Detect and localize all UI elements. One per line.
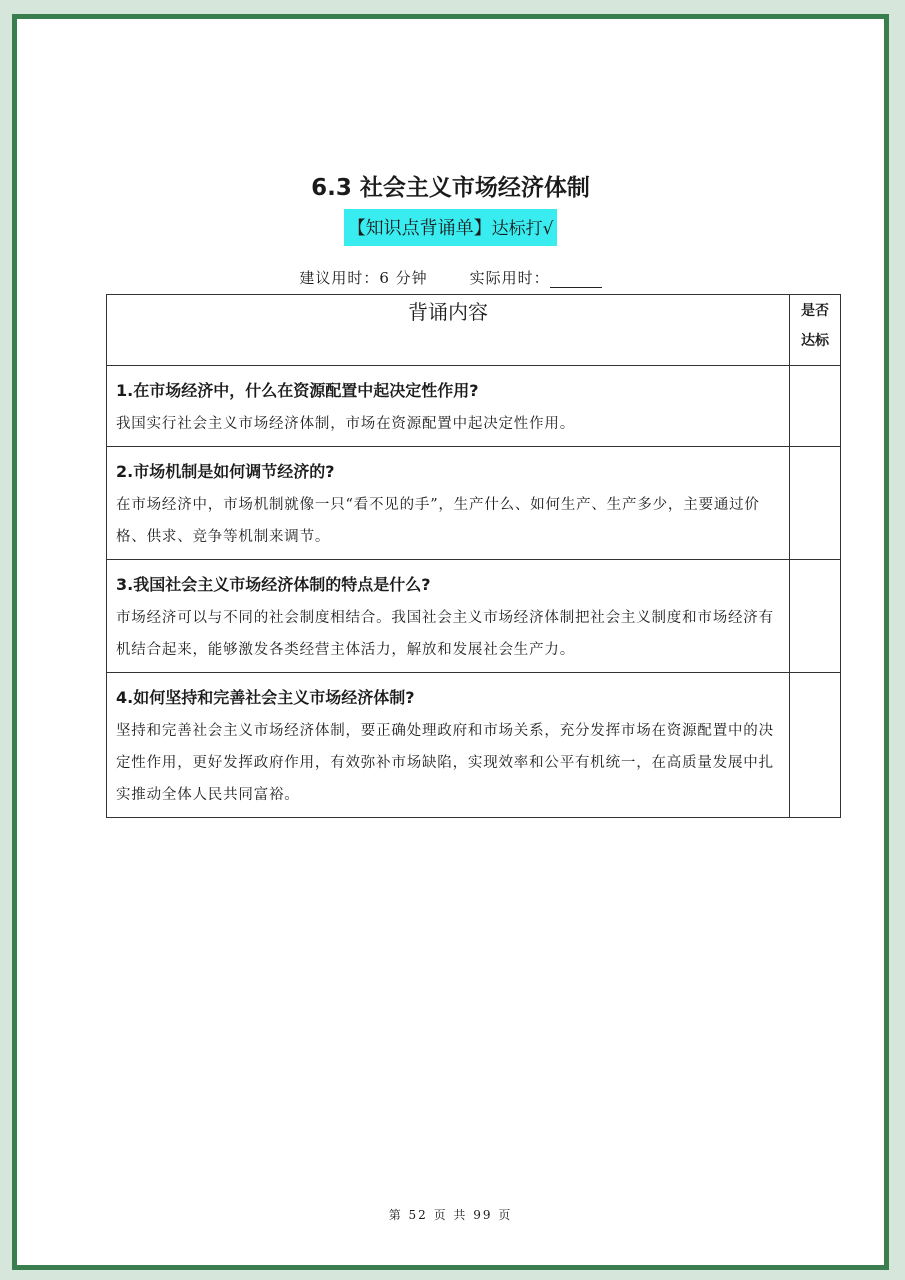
question-text: 1.在市场经济中，什么在资源配置中起决定性作用? [116, 381, 479, 400]
item-cell [107, 447, 790, 560]
page-footer: 第 52 页 共 99 页 [388, 1208, 513, 1222]
knowledge-banner [344, 209, 558, 246]
recitation-table [106, 294, 841, 818]
question-text: 2.市场机制是如何调节经济的? [116, 462, 335, 481]
check-cell[interactable] [790, 560, 841, 673]
header-check-line1: 是否 [801, 303, 829, 319]
table-row [107, 673, 841, 818]
timing-line [17, 267, 884, 288]
page-title: 6.3 社会主义市场经济体制 [311, 175, 590, 201]
header-check [790, 295, 841, 366]
banner-wrap [17, 209, 884, 246]
actual-time-label: 实际用时： [469, 269, 550, 287]
table-row [107, 560, 841, 673]
check-cell[interactable] [790, 366, 841, 447]
check-cell[interactable] [790, 673, 841, 818]
question-text: 4.如何坚持和完善社会主义市场经济体制? [116, 688, 415, 707]
answer-text: 坚持和完善社会主义市场经济体制，要正确处理政府和市场关系，充分发挥市场在资源配置中的决定性作用，更好发挥政府作用，有效弥补市场缺陷，实现效率和公平有机统一，在高质量发展中扎实推动全体人民共同富裕。 [116, 723, 774, 803]
table-row [107, 366, 841, 447]
answer-text: 我国实行社会主义市场经济体制，市场在资源配置中起决定性作用。 [116, 416, 575, 432]
actual-time-blank[interactable] [550, 271, 602, 288]
page-frame [12, 14, 889, 1270]
check-cell[interactable] [790, 447, 841, 560]
table-row [107, 447, 841, 560]
header-check-line2: 达标 [801, 333, 829, 349]
header-content: 背诵内容 [107, 295, 790, 366]
item-cell [107, 560, 790, 673]
banner-main: 【知识点背诵单】 [347, 218, 492, 239]
answer-text: 市场经济可以与不同的社会制度相结合。我国社会主义市场经济体制把社会主义制度和市场经济有机结合起来，能够激发各类经营主体活力，解放和发展社会生产力。 [116, 610, 774, 658]
table-header-row [107, 295, 841, 366]
suggested-time-label: 建议用时： [299, 269, 380, 287]
question-text: 3.我国社会主义市场经济体制的特点是什么? [116, 575, 431, 594]
banner-suffix: 达标打√ [491, 219, 554, 239]
item-cell [107, 366, 790, 447]
item-cell [107, 673, 790, 818]
suggested-time-value: 6 分钟 [379, 269, 428, 287]
answer-text: 在市场经济中，市场机制就像一只“看不见的手”，生产什么、如何生产、生产多少，主要通过价格、供求、竞争等机制来调节。 [116, 497, 760, 545]
